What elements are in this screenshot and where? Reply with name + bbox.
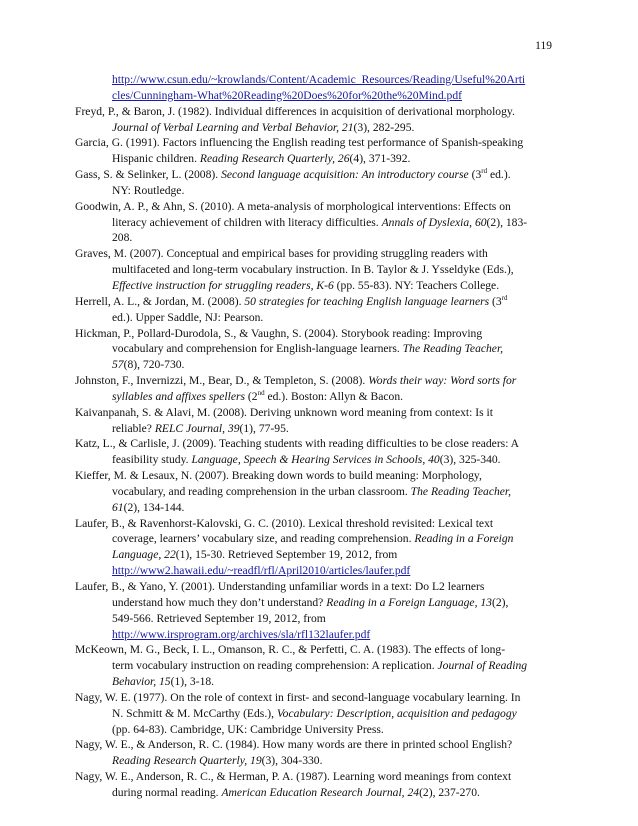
reference-italic-text: Reading Research Quarterly, 26 [199, 152, 350, 166]
reference-text: coverage, learners’ vocabulary size, and reading comprehension. [112, 532, 415, 546]
reference-text: understand how much they don’t understand? [112, 595, 327, 609]
reference-italic-text: Words their way: Word sorts for [368, 374, 517, 388]
reference-line [75, 215, 563, 231]
reference-entry [75, 72, 563, 104]
reference-text: Garcia, G. (1991). Factors influencing the English reading test performance of Spanish-speaking [75, 136, 524, 150]
reference-line [75, 151, 563, 167]
reference-entry [75, 642, 563, 690]
reference-italic-text: American Education Research Journal, 24 [221, 785, 420, 799]
reference-text: Herrell, A. L., & Jordan, M. (2008). [75, 294, 245, 308]
reference-entry [75, 167, 563, 199]
reference-line [75, 674, 563, 690]
reference-line [75, 104, 563, 120]
reference-line [75, 72, 563, 88]
reference-line [75, 341, 563, 357]
reference-italic-text: Behavior, 15 [112, 675, 171, 689]
reference-entry [75, 405, 563, 437]
reference-line [75, 611, 563, 627]
reference-italic-text: RELC Journal, 39 [154, 421, 240, 435]
reference-text: (4), 371-392. [349, 152, 411, 166]
reference-link[interactable]: http://www.csun.edu/~krowlands/Content/Academic_Resources/Reading/Useful%20Arti [112, 73, 526, 86]
reference-line [75, 183, 563, 199]
reference-italic-text: 61 [112, 500, 124, 514]
reference-text: (3), 282-295. [353, 120, 415, 134]
reference-text: Goodwin, A. P., & Ahn, S. (2010). A meta-analysis of morphological interventions: Effects on [75, 199, 511, 213]
page-number: 119 [535, 40, 552, 52]
reference-text: Freyd, P., & Baron, J. (1982). Individual differences in acquisition of derivational morphology. [75, 104, 515, 118]
reference-text: (2), 237-270. [419, 785, 480, 799]
reference-italic-text: Reading in a Foreign [414, 532, 514, 546]
reference-text: Gass, S. & Selinker, L. (2008). [75, 168, 222, 182]
reference-text: , [469, 215, 475, 229]
reference-link[interactable]: cles/Cunningham-What%20Reading%20Does%20for%20the%20Mind.pdf [112, 88, 462, 102]
reference-line [75, 516, 563, 532]
reference-italic-text: Reading in a Foreign Language, 13 [326, 595, 492, 609]
reference-text: vocabulary, and reading comprehension in the urban classroom. [112, 484, 411, 498]
reference-text: (1), 15-30. Retrieved September 19, 2012, from [175, 548, 398, 562]
reference-entry [75, 690, 563, 738]
reference-italic-text: The Reading Teacher, [410, 484, 512, 498]
reference-text: N. Schmitt & M. McCarthy (Eds.), [112, 706, 277, 720]
reference-entry [75, 135, 563, 167]
reference-entry [75, 579, 563, 642]
reference-line [75, 405, 563, 421]
reference-entry [75, 199, 563, 247]
reference-line [75, 579, 563, 595]
reference-italic-text: 60 [474, 215, 487, 229]
reference-line [75, 785, 563, 801]
reference-italic-text: syllables and affixes spellers [112, 389, 245, 403]
reference-line [75, 310, 563, 326]
reference-text: (2 [245, 389, 258, 403]
reference-italic-text: 40 [428, 453, 440, 467]
reference-text: vocabulary and comprehension for English-language learners. [112, 342, 403, 356]
reference-text: (3 [489, 294, 502, 308]
reference-text: Kaivanpanah, S. & Alavi, M. (2008). Deriving unknown word meaning from context: Is it [75, 405, 493, 419]
reference-text: ed.). Upper Saddle, NJ: Pearson. [112, 310, 264, 324]
reference-line [75, 769, 563, 785]
reference-text: during normal reading. [112, 785, 222, 799]
superscript: rd [501, 293, 508, 302]
reference-text: (3), 325-340. [439, 453, 501, 467]
reference-text: Hickman, P., Pollard-Durodola, S., & Vaughn, S. (2004). Storybook reading: Improving [75, 326, 483, 340]
reference-line [75, 120, 563, 136]
reference-text: (3 [468, 168, 482, 182]
reference-entry [75, 104, 563, 136]
reference-entry [75, 436, 563, 468]
reference-text: 208. [112, 231, 133, 245]
reference-italic-text: 57 [112, 358, 124, 372]
reference-line [75, 88, 563, 104]
reference-text: 549-566. Retrieved September 19, 2012, from [112, 611, 326, 625]
reference-text: (8), 720-730. [123, 358, 185, 372]
reference-entry [75, 769, 563, 801]
reference-line [75, 135, 563, 151]
reference-line [75, 500, 563, 516]
reference-line [75, 294, 563, 310]
reference-text: McKeown, M. G., Beck, I. L., Omanson, R. C., & Perfetti, C. A. (1983). The effects of long- [75, 643, 506, 657]
reference-italic-text: Vocabulary: Description, acquisition and pedagogy [276, 706, 517, 720]
reference-line [75, 563, 563, 579]
reference-text: term vocabulary instruction on reading comprehension: A replication. [112, 659, 438, 673]
reference-line [75, 484, 563, 500]
reference-line [75, 262, 563, 278]
reference-line [75, 436, 563, 452]
reference-italic-text: Reading Research Quarterly, 19 [112, 754, 262, 768]
reference-line [75, 531, 563, 547]
reference-text: Hispanic children. [112, 152, 200, 166]
reference-line [75, 468, 563, 484]
reference-line [75, 199, 563, 215]
reference-entry [75, 294, 563, 326]
reference-text: (2), 183- [486, 215, 528, 229]
reference-text: Laufer, B., & Ravenhorst-Kalovski, G. C. (2010). Lexical threshold revisited: Lexical text [75, 516, 494, 530]
reference-line [75, 230, 563, 246]
reference-line [75, 278, 563, 294]
reference-italic-text: Journal of Reading [437, 659, 528, 673]
reference-italic-text: Annals of Dyslexia [381, 215, 470, 229]
reference-entry [75, 468, 563, 516]
reference-text: Nagy, W. E., Anderson, R. C., & Herman, P. A. (1987). Learning word meanings from context [75, 770, 512, 784]
reference-line [75, 737, 563, 753]
reference-text: Graves, M. (2007). Conceptual and empirical bases for providing struggling readers with [75, 247, 488, 261]
reference-text: ed.). Boston: Allyn & Bacon. [264, 389, 404, 403]
reference-line [75, 326, 563, 342]
reference-text: (2), [491, 595, 509, 609]
reference-text: literacy achievement of children with literacy difficulties. [112, 215, 382, 229]
reference-text: Johnston, F., Invernizzi, M., Bear, D., & Templeton, S. (2008). [75, 374, 369, 388]
reference-line [75, 547, 563, 563]
reference-line [75, 389, 563, 405]
reference-link[interactable]: http://www.irsprogram.org/archives/sla/rfl132laufer.pdf [112, 627, 371, 641]
reference-text: Nagy, W. E. (1977). On the role of context in first- and second-language vocabulary learning. In [75, 690, 521, 704]
reference-text: (pp. 55-83). NY: Teachers College. [333, 278, 500, 292]
reference-line [75, 357, 563, 373]
reference-italic-text: Journal of Verbal Learning and Verbal Behavior, 21 [112, 120, 354, 134]
reference-italic-text: The Reading Teacher, [402, 342, 504, 356]
reference-text: ed.). [487, 168, 511, 182]
reference-italic-text: Second language acquisition: An introductory course [221, 168, 469, 182]
reference-text: (pp. 64-83). Cambridge, UK: Cambridge University Press. [112, 722, 384, 736]
reference-italic-text: 50 strategies for teaching English language learners [244, 294, 490, 308]
reference-text: (1), 3-18. [170, 675, 215, 689]
reference-line [75, 690, 563, 706]
superscript: rd [481, 167, 488, 176]
reference-text: (1), 77-95. [239, 421, 289, 435]
reference-line [75, 753, 563, 769]
reference-text: Kieffer, M. & Lesaux, N. (2007). Breaking down words to build meaning: Morphology, [75, 469, 482, 483]
reference-text: (2), 134-144. [123, 500, 185, 514]
reference-text: , [422, 453, 429, 467]
reference-link[interactable]: http://www2.hawaii.edu/~readfl/rfl/April2010/articles/laufer.pdf [112, 564, 411, 578]
reference-line [75, 627, 563, 643]
reference-text: Katz, L., & Carlisle, J. (2009). Teaching students with reading difficulties to be close readers: A [75, 437, 520, 451]
reference-text: (3), 304-330. [261, 754, 323, 768]
reference-entry [75, 737, 563, 769]
reference-italic-text: Language, 22 [112, 548, 176, 562]
reference-text: reliable? [112, 421, 155, 435]
reference-entry [75, 516, 563, 579]
reference-line [75, 373, 563, 389]
reference-line [75, 642, 563, 658]
reference-text: NY: Routledge. [112, 183, 185, 197]
reference-line [75, 452, 563, 468]
reference-text: feasibility study. [112, 453, 192, 467]
reference-line [75, 706, 563, 722]
reference-italic-text: Effective instruction for struggling readers, K-6 [112, 278, 334, 292]
reference-italic-text: Language, Speech & Hearing Services in Schools [191, 453, 423, 467]
reference-line [75, 421, 563, 437]
reference-line [75, 658, 563, 674]
reference-entry [75, 326, 563, 374]
reference-text: multifaceted and long-term vocabulary instruction. In B. Taylor & J. Ysseldyke (Eds.), [112, 263, 514, 277]
reference-text: Laufer, B., & Yano, Y. (2001). Understanding unfamiliar words in a text: Do L2 learners [75, 580, 485, 593]
reference-list [75, 72, 563, 801]
reference-entry [75, 246, 563, 294]
superscript: nd [257, 389, 265, 398]
reference-line [75, 246, 563, 262]
reference-line [75, 167, 563, 183]
reference-line [75, 722, 563, 738]
reference-line [75, 595, 563, 611]
reference-text: Nagy, W. E., & Anderson, R. C. (1984). How many words are there in printed school English? [75, 738, 513, 752]
reference-entry [75, 373, 563, 405]
